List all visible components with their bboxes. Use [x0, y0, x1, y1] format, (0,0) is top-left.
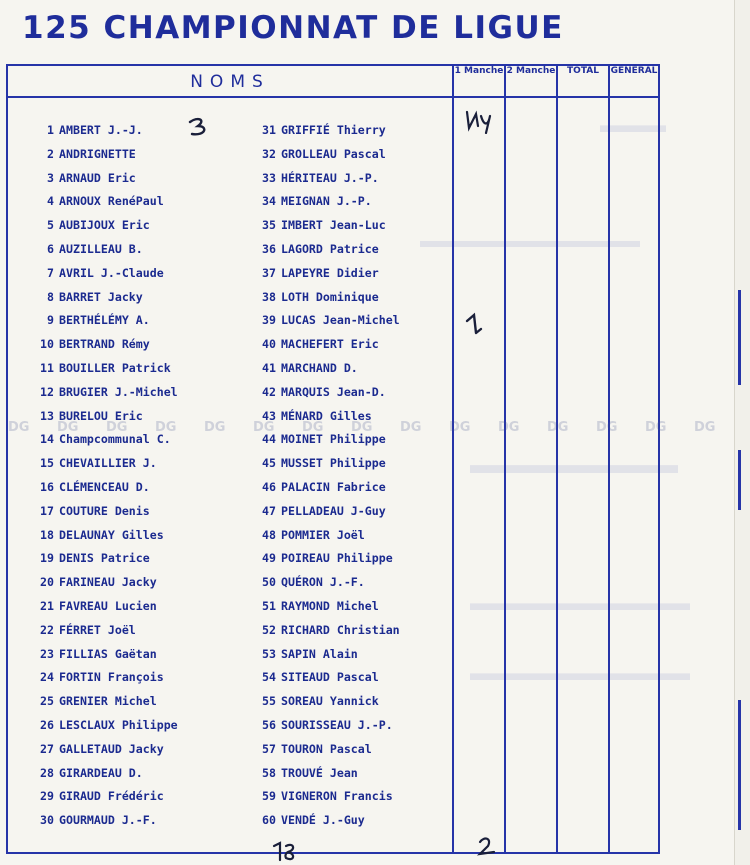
competitor-name: SAPIN Alain	[281, 646, 358, 661]
competitor-number: 2	[47, 146, 54, 161]
competitor-number: 43	[262, 408, 276, 423]
edge-rule	[738, 450, 741, 510]
competitor-row	[40, 310, 150, 330]
competitor-name: POMMIER Joël	[281, 527, 365, 542]
competitor-row	[40, 548, 150, 568]
competitor-row	[258, 263, 379, 283]
competitor-row	[258, 215, 386, 235]
competitor-row	[40, 596, 157, 616]
watermark-mark: DG	[547, 420, 569, 435]
competitor-name: GRIFFIÉ Thierry	[281, 123, 386, 137]
competitor-number: 40	[262, 337, 276, 352]
competitor-row	[258, 358, 358, 378]
competitor-name: BERTHÉLÉMY A.	[59, 313, 150, 328]
competitor-number: 14	[40, 432, 54, 447]
competitor-name: LESCLAUX Philippe	[59, 718, 178, 732]
competitor-number: 52	[262, 622, 276, 637]
competitor-number: 3	[47, 170, 54, 185]
competitor-row	[258, 525, 365, 545]
competitor-number: 10	[40, 337, 54, 352]
competitor-number: 42	[262, 384, 276, 399]
handwritten-mark	[476, 834, 498, 858]
competitor-name: GROLLEAU Pascal	[281, 146, 386, 161]
competitor-number: 5	[47, 218, 54, 233]
competitor-name: COUTURE Denis	[59, 503, 150, 518]
competitor-number: 35	[262, 218, 276, 233]
competitor-row	[40, 334, 150, 354]
competitor-name: AVRIL J.-Claude	[59, 265, 164, 280]
competitor-number: 11	[40, 361, 54, 375]
competitor-number: 25	[40, 694, 54, 709]
competitor-name: POIREAU Philippe	[281, 551, 393, 566]
competitor-row	[258, 810, 365, 830]
competitor-name: HÉRITEAU J.-P.	[281, 170, 379, 185]
competitor-row	[40, 691, 157, 711]
competitor-name: BOUILLER Patrick	[59, 361, 171, 375]
competitor-number: 41	[262, 361, 276, 375]
competitor-row	[258, 239, 379, 259]
competitor-row	[40, 501, 150, 521]
competitor-row	[40, 715, 178, 735]
competitor-number: 49	[262, 551, 276, 566]
competitor-number: 34	[262, 194, 276, 209]
competitor-number: 8	[47, 289, 54, 304]
competitor-row	[40, 810, 157, 830]
competitor-number: 6	[47, 242, 54, 256]
competitor-name: FAVREAU Lucien	[59, 599, 157, 613]
watermark-mark: DG	[8, 420, 30, 435]
competitor-name: GIRAUD Frédéric	[59, 789, 164, 804]
competitor-name: LAPEYRE Didier	[281, 265, 379, 280]
competitor-name: SOURISSEAU J.-P.	[281, 718, 393, 732]
watermark-mark: DG	[106, 420, 128, 435]
competitor-row	[258, 715, 393, 735]
competitor-name: BURELOU Eric	[59, 408, 143, 423]
competitor-row	[258, 144, 386, 164]
competitor-number: 19	[40, 551, 54, 566]
competitor-name: RICHARD Christian	[281, 622, 400, 637]
competitor-name: FORTIN François	[59, 670, 164, 685]
competitor-row	[258, 739, 372, 759]
competitor-number: 30	[40, 813, 54, 828]
watermark-mark: DG	[400, 420, 422, 435]
header-noms: NOMS	[190, 72, 270, 92]
show-through-artifact: ▬▬▬▬▬▬▬▬▬▬	[470, 660, 690, 685]
header-manche-1: 1 Manche	[454, 66, 504, 76]
competitor-number: 27	[40, 741, 54, 756]
competitor-number: 24	[40, 670, 54, 685]
page-title: 125 CHAMPIONNAT DE LIGUE	[22, 10, 564, 46]
competitor-name: DELAUNAY Gilles	[59, 527, 164, 542]
competitor-row	[40, 215, 150, 235]
competitor-number: 1	[47, 123, 54, 137]
watermark-mark: DG	[253, 420, 275, 435]
competitor-number: 46	[262, 480, 276, 494]
competitor-name: IMBERT Jean-Luc	[281, 218, 386, 233]
competitor-number: 44	[262, 432, 276, 447]
competitor-row	[40, 406, 143, 426]
column-divider	[556, 64, 558, 854]
competitor-row	[258, 572, 365, 592]
competitor-name: FÉRRET Joël	[59, 622, 136, 637]
competitor-name: GALLETAUD Jacky	[59, 741, 164, 756]
watermark-mark: DG	[449, 420, 471, 435]
competitor-row	[258, 310, 400, 330]
competitor-name: AMBERT J.-J.	[59, 123, 143, 137]
competitor-row	[258, 620, 400, 640]
competitor-number: 23	[40, 646, 54, 661]
competitor-number: 48	[262, 527, 276, 542]
show-through-artifact: ▬▬▬	[600, 112, 666, 137]
competitor-number: 32	[262, 146, 276, 161]
competitor-row	[40, 763, 143, 783]
competitor-number: 60	[262, 813, 276, 828]
watermark-mark: DG	[351, 420, 373, 435]
competitor-number: 18	[40, 527, 54, 542]
competitor-row	[40, 358, 171, 378]
show-through-artifact: ▬▬▬▬▬▬▬▬▬▬▬	[420, 230, 640, 252]
competitor-name: FARINEAU Jacky	[59, 575, 157, 590]
competitor-name: QUÉRON J.-F.	[281, 575, 365, 590]
column-divider	[452, 64, 454, 854]
competitor-name: FILLIAS Gaëtan	[59, 646, 157, 661]
watermark-mark: DG	[57, 420, 79, 435]
competitor-number: 15	[40, 456, 54, 471]
competitor-name: LUCAS Jean-Michel	[281, 313, 400, 328]
competitor-name: CHEVAILLIER J.	[59, 456, 157, 471]
competitor-name: GIRARDEAU D.	[59, 765, 143, 780]
competitor-number: 21	[40, 599, 54, 613]
competitor-number: 26	[40, 718, 54, 732]
competitor-name: VIGNERON Francis	[281, 789, 393, 804]
competitor-row	[40, 239, 143, 259]
competitor-row	[40, 572, 157, 592]
header-general: GÉNÉRAL	[610, 66, 658, 76]
column-divider	[504, 64, 506, 854]
header-total: TOTAL	[567, 66, 599, 76]
competitor-row	[258, 453, 386, 473]
competitor-row	[258, 644, 358, 664]
competitor-name: MUSSET Philippe	[281, 456, 386, 471]
competitor-name: SOREAU Yannick	[281, 694, 379, 709]
competitor-row	[258, 477, 386, 497]
competitor-name: RAYMOND Michel	[281, 599, 379, 613]
competitor-row	[40, 287, 143, 307]
competitor-row	[258, 548, 393, 568]
show-through-artifact: ▬▬▬▬▬▬▬▬▬▬	[470, 590, 690, 615]
competitor-number: 45	[262, 456, 276, 471]
competitor-number: 16	[40, 480, 54, 494]
competitor-number: 17	[40, 503, 54, 518]
competitor-name: AUBIJOUX Eric	[59, 218, 150, 233]
competitor-name: ARNAUD Eric	[59, 170, 136, 185]
competitor-name: LOTH Dominique	[281, 289, 379, 304]
competitor-row	[40, 644, 157, 664]
competitor-name: MACHEFERT Eric	[281, 337, 379, 352]
competitor-row	[258, 120, 386, 140]
competitor-name: PELLADEAU J-Guy	[281, 503, 386, 518]
watermark-mark: DG	[155, 420, 177, 435]
competitor-number: 31	[262, 123, 276, 137]
watermark-mark: DG	[596, 420, 618, 435]
competitor-number: 20	[40, 575, 54, 590]
competitor-row	[40, 191, 164, 211]
edge-rule	[738, 700, 741, 830]
competitor-name: VENDÉ J.-Guy	[281, 813, 365, 828]
competitor-name: TOURON Pascal	[281, 741, 372, 756]
competitor-row	[40, 168, 136, 188]
competitor-number: 55	[262, 694, 276, 709]
competitor-name: PALACIN Fabrice	[281, 480, 386, 494]
competitor-row	[258, 191, 372, 211]
competitor-row	[258, 596, 379, 616]
competitor-row	[40, 477, 150, 497]
competitor-row	[40, 453, 157, 473]
competitor-name: MARCHAND D.	[281, 361, 358, 375]
competitor-number: 9	[47, 313, 54, 328]
competitor-name: GRENIER Michel	[59, 694, 157, 709]
competitor-row	[40, 263, 164, 283]
competitor-row	[258, 501, 386, 521]
watermark-mark: DG	[645, 420, 667, 435]
competitor-name: MOINET Philippe	[281, 432, 386, 447]
competitor-number: 59	[262, 789, 276, 804]
handwritten-mark	[186, 116, 214, 138]
competitor-number: 7	[47, 265, 54, 280]
competitor-name: CLÉMENCEAU D.	[59, 480, 150, 494]
competitor-number: 51	[262, 599, 276, 613]
competitor-row	[258, 334, 379, 354]
competitor-row	[258, 786, 393, 806]
page-edge	[734, 0, 750, 865]
competitor-name: SITEAUD Pascal	[281, 670, 379, 685]
competitor-row	[40, 786, 164, 806]
competitor-name: TROUVÉ Jean	[281, 765, 358, 780]
competitor-number: 12	[40, 384, 54, 399]
competitor-name: BERTRAND Rémy	[59, 337, 150, 352]
competitor-name: ARNOUX RenéPaul	[59, 194, 164, 209]
competitor-row	[258, 763, 358, 783]
handwritten-mark	[464, 108, 494, 134]
competitor-row	[258, 691, 379, 711]
competitor-row	[40, 382, 178, 402]
competitor-number: 39	[262, 313, 276, 328]
competitor-number: 56	[262, 718, 276, 732]
competitor-name: DENIS Patrice	[59, 551, 150, 566]
competitor-row	[40, 620, 136, 640]
competitor-number: 57	[262, 741, 276, 756]
competitor-number: 37	[262, 265, 276, 280]
watermark-mark: DG	[498, 420, 520, 435]
competitor-row	[258, 429, 386, 449]
competitor-number: 38	[262, 289, 276, 304]
competitor-number: 28	[40, 765, 54, 780]
watermark-mark: DG	[204, 420, 226, 435]
handwritten-mark	[270, 840, 300, 864]
competitor-number: 13	[40, 408, 54, 423]
header-rule	[6, 96, 660, 98]
competitor-number: 33	[262, 170, 276, 185]
competitor-name: BRUGIER J.-Michel	[59, 384, 178, 399]
competitor-row	[258, 287, 379, 307]
competitor-number: 4	[47, 194, 54, 209]
competitor-row	[258, 382, 386, 402]
competitor-number: 50	[262, 575, 276, 590]
competitor-row	[258, 406, 372, 426]
competitor-name: MEIGNAN J.-P.	[281, 194, 372, 209]
competitor-number: 22	[40, 622, 54, 637]
competitor-number: 54	[262, 670, 276, 685]
competitor-row	[40, 739, 164, 759]
competitor-row	[40, 525, 164, 545]
competitor-row	[40, 144, 136, 164]
competitor-name: BARRET Jacky	[59, 289, 143, 304]
competitor-row	[40, 120, 143, 140]
competitor-row	[40, 667, 164, 687]
competitor-name: MARQUIS Jean-D.	[281, 384, 386, 399]
competitor-number: 29	[40, 789, 54, 804]
competitor-name: AUZILLEAU B.	[59, 242, 143, 256]
competitor-number: 58	[262, 765, 276, 780]
competitor-name: Champcommunal C.	[59, 432, 171, 447]
edge-rule	[738, 290, 741, 385]
competitor-number: 47	[262, 503, 276, 518]
competitor-row	[258, 168, 379, 188]
competitor-name: ANDRIGNETTE	[59, 146, 136, 161]
header-manche-2: 2 Manche	[506, 66, 556, 76]
competitor-row	[258, 667, 379, 687]
competitor-name: LAGORD Patrice	[281, 242, 379, 256]
column-divider	[608, 64, 610, 854]
competitor-name: GOURMAUD J.-F.	[59, 813, 157, 828]
competitor-number: 36	[262, 242, 276, 256]
handwritten-mark	[463, 312, 483, 336]
watermark-mark: DG	[694, 420, 716, 435]
competitor-number: 53	[262, 646, 276, 661]
watermark-mark: DG	[302, 420, 324, 435]
competitor-row	[40, 429, 171, 449]
show-through-artifact: ▬▬▬▬▬▬▬▬	[470, 450, 678, 479]
competitor-name: MÉNARD Gilles	[281, 408, 372, 423]
